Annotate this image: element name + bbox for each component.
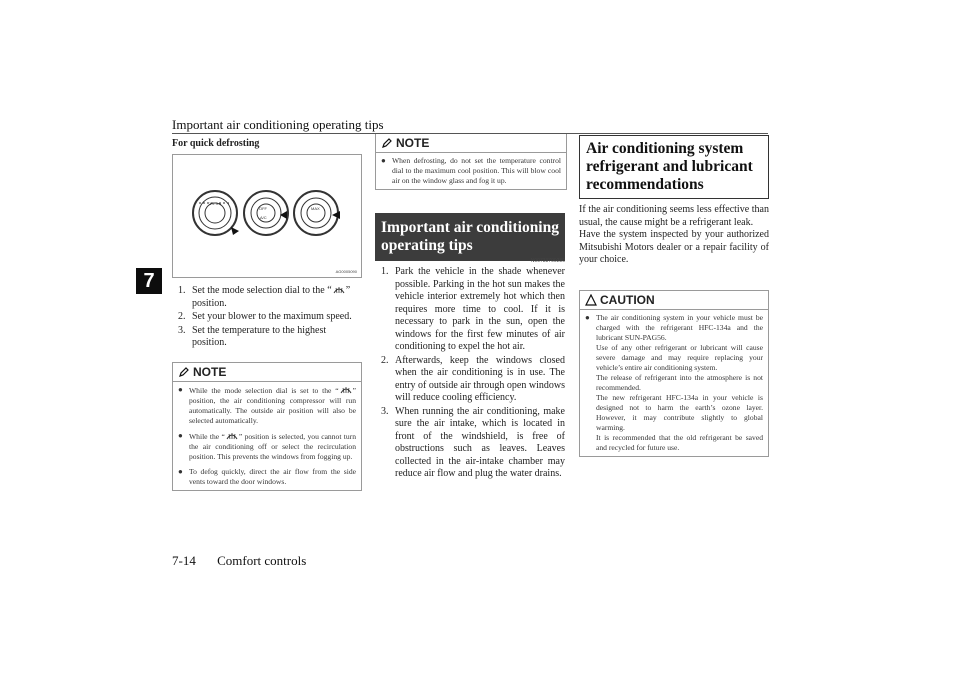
step-number: 3. <box>381 405 389 417</box>
bullet-text-a: While the “ <box>189 432 225 441</box>
bullet-dot-icon: ● <box>381 156 386 165</box>
ac-tips-steps-list <box>381 266 565 482</box>
refrigerant-intro <box>579 204 769 267</box>
page-footer <box>172 553 324 569</box>
bullet-dot-icon: ● <box>178 431 183 440</box>
note-pencil-icon <box>178 366 190 378</box>
caution-title: CAUTION <box>600 293 655 307</box>
page-number: 7-14 <box>172 553 196 568</box>
bullet-text: When defrosting, do not set the temperature control dial to the maximum cool position. This will blow cool air on the window glass and fog it up. <box>392 156 561 185</box>
caution-line-4: The new refrigerant HFC-134a in your vehicle is designed not to harm the earth’s ozone layer. However, it may contribute slightly to global warming. <box>596 393 763 432</box>
step-text: When running the air conditioning, make sure the air intake, which is located in front of the windshield, is free of obstructions such as leaves. Leaves collected in the air-intake chamber may reduce air flow and plug the water drains. <box>395 405 565 479</box>
caution-line-5: It is recommended that the old refrigerant be saved and recycled for future use. <box>596 433 763 452</box>
ac-tip-3 <box>381 406 565 481</box>
bullet-dot-icon: ● <box>178 385 183 394</box>
step-text-part-b: ” position. <box>192 285 351 309</box>
step-number: 3. <box>178 324 186 336</box>
quick-defrost-heading: For quick defrosting <box>172 138 260 149</box>
bullet-text-b: ” position, the air conditioning compressor will run automatically. The outside air position will also be selected automatically. <box>189 386 356 425</box>
step-text: Park the vehicle in the shade whenever possible. Parking in the hot sun makes the vehicle interior extremely hot which then requires more time to cool. If it is necessary to park in the sun, open the windows for the first few minutes of air conditioning to expel the hot air. <box>395 266 565 352</box>
note-pencil-icon <box>381 137 393 149</box>
step-number: 1. <box>178 285 186 296</box>
step-number: 2. <box>381 354 389 366</box>
page-header-title: Important air conditioning operating tips <box>172 117 384 132</box>
step-text: Set your blower to the maximum speed. <box>192 311 352 322</box>
figure-code: AG0005090 <box>335 269 357 274</box>
svg-text:A/C: A/C <box>260 215 267 220</box>
ac-tip-1 <box>381 266 565 354</box>
note-bullet-1 <box>177 385 356 426</box>
ac-tip-2 <box>381 355 565 405</box>
note-title: NOTE <box>193 365 227 379</box>
section-title-ac-tips: Important air conditioning operating tips <box>375 213 565 261</box>
note-header <box>376 134 566 153</box>
note-bullet-3 <box>177 467 356 487</box>
defrost-temp-note-box <box>375 134 567 190</box>
step-text: Set the temperature to the highest position. <box>192 324 327 348</box>
note-title: NOTE <box>396 136 430 150</box>
section-name: Comfort controls <box>217 553 307 568</box>
caution-line-1: The air conditioning system in your vehicle must be charged with the refrigerant HFC-134a and the lubricant SUN-PAG56. <box>596 313 763 342</box>
note-bullet-2 <box>177 431 356 462</box>
warning-triangle-icon <box>585 294 597 306</box>
intro-paragraph-2: Have the system inspected by your authorized Mitsubishi Motors dealer or a repair facility of your choice. <box>579 229 769 265</box>
step-text-part-a: Set the mode selection dial to the “ <box>192 285 332 296</box>
svg-text:1 2 3 4: 1 2 3 4 <box>209 201 222 206</box>
defrost-steps-list <box>178 285 362 351</box>
step-number: 2. <box>178 311 186 322</box>
defroster-icon <box>332 285 346 294</box>
defroster-icon <box>225 431 239 440</box>
bullet-text-b: ” position is selected, you cannot turn the air conditioning off or select the recirculation position. This prevents the windows from fogging up. <box>189 432 357 461</box>
step-number: 1. <box>381 266 389 277</box>
defrost-note-box <box>172 362 362 491</box>
chapter-tab: 7 <box>136 268 162 294</box>
bullet-dot-icon: ● <box>585 313 590 322</box>
bullet-text: To defog quickly, direct the air flow from the side vents toward the door windows. <box>189 467 356 486</box>
reference-code: N00733700280 <box>530 258 565 264</box>
note-header <box>173 363 361 382</box>
svg-text:OFF: OFF <box>259 206 267 211</box>
caution-line-3: The release of refrigerant into the atmosphere is not recommended. <box>596 373 763 392</box>
section-title-refrigerant: Air conditioning system refrigerant and lubricant recommendations <box>579 135 769 199</box>
caution-line-2: Use of any other refrigerant or lubricant will cause severe damage and may require replacing your vehicle’s entire air conditioning system. <box>596 343 763 372</box>
intro-paragraph-1: If the air conditioning seems less effective than usual, the cause might be a refrigerant leak. <box>579 204 769 228</box>
bullet-text-a: While the mode selection dial is set to the “ <box>189 386 339 395</box>
step-text: Afterwards, keep the windows closed when the air conditioning is in use. The entry of outside air through open windows will reduce cooling efficiency. <box>395 354 565 403</box>
defroster-icon <box>339 385 353 394</box>
note-bullet-1 <box>380 156 561 186</box>
climate-control-dials-figure <box>172 154 362 278</box>
caution-bullet <box>584 313 763 453</box>
defrost-step-3 <box>178 325 362 350</box>
caution-box <box>579 290 769 457</box>
defrost-step-1 <box>178 285 362 310</box>
svg-text:MAX: MAX <box>311 206 320 211</box>
bullet-dot-icon: ● <box>178 467 183 476</box>
defrost-step-2 <box>178 311 362 324</box>
climate-dials-illustration <box>173 155 361 277</box>
caution-header <box>580 291 768 310</box>
